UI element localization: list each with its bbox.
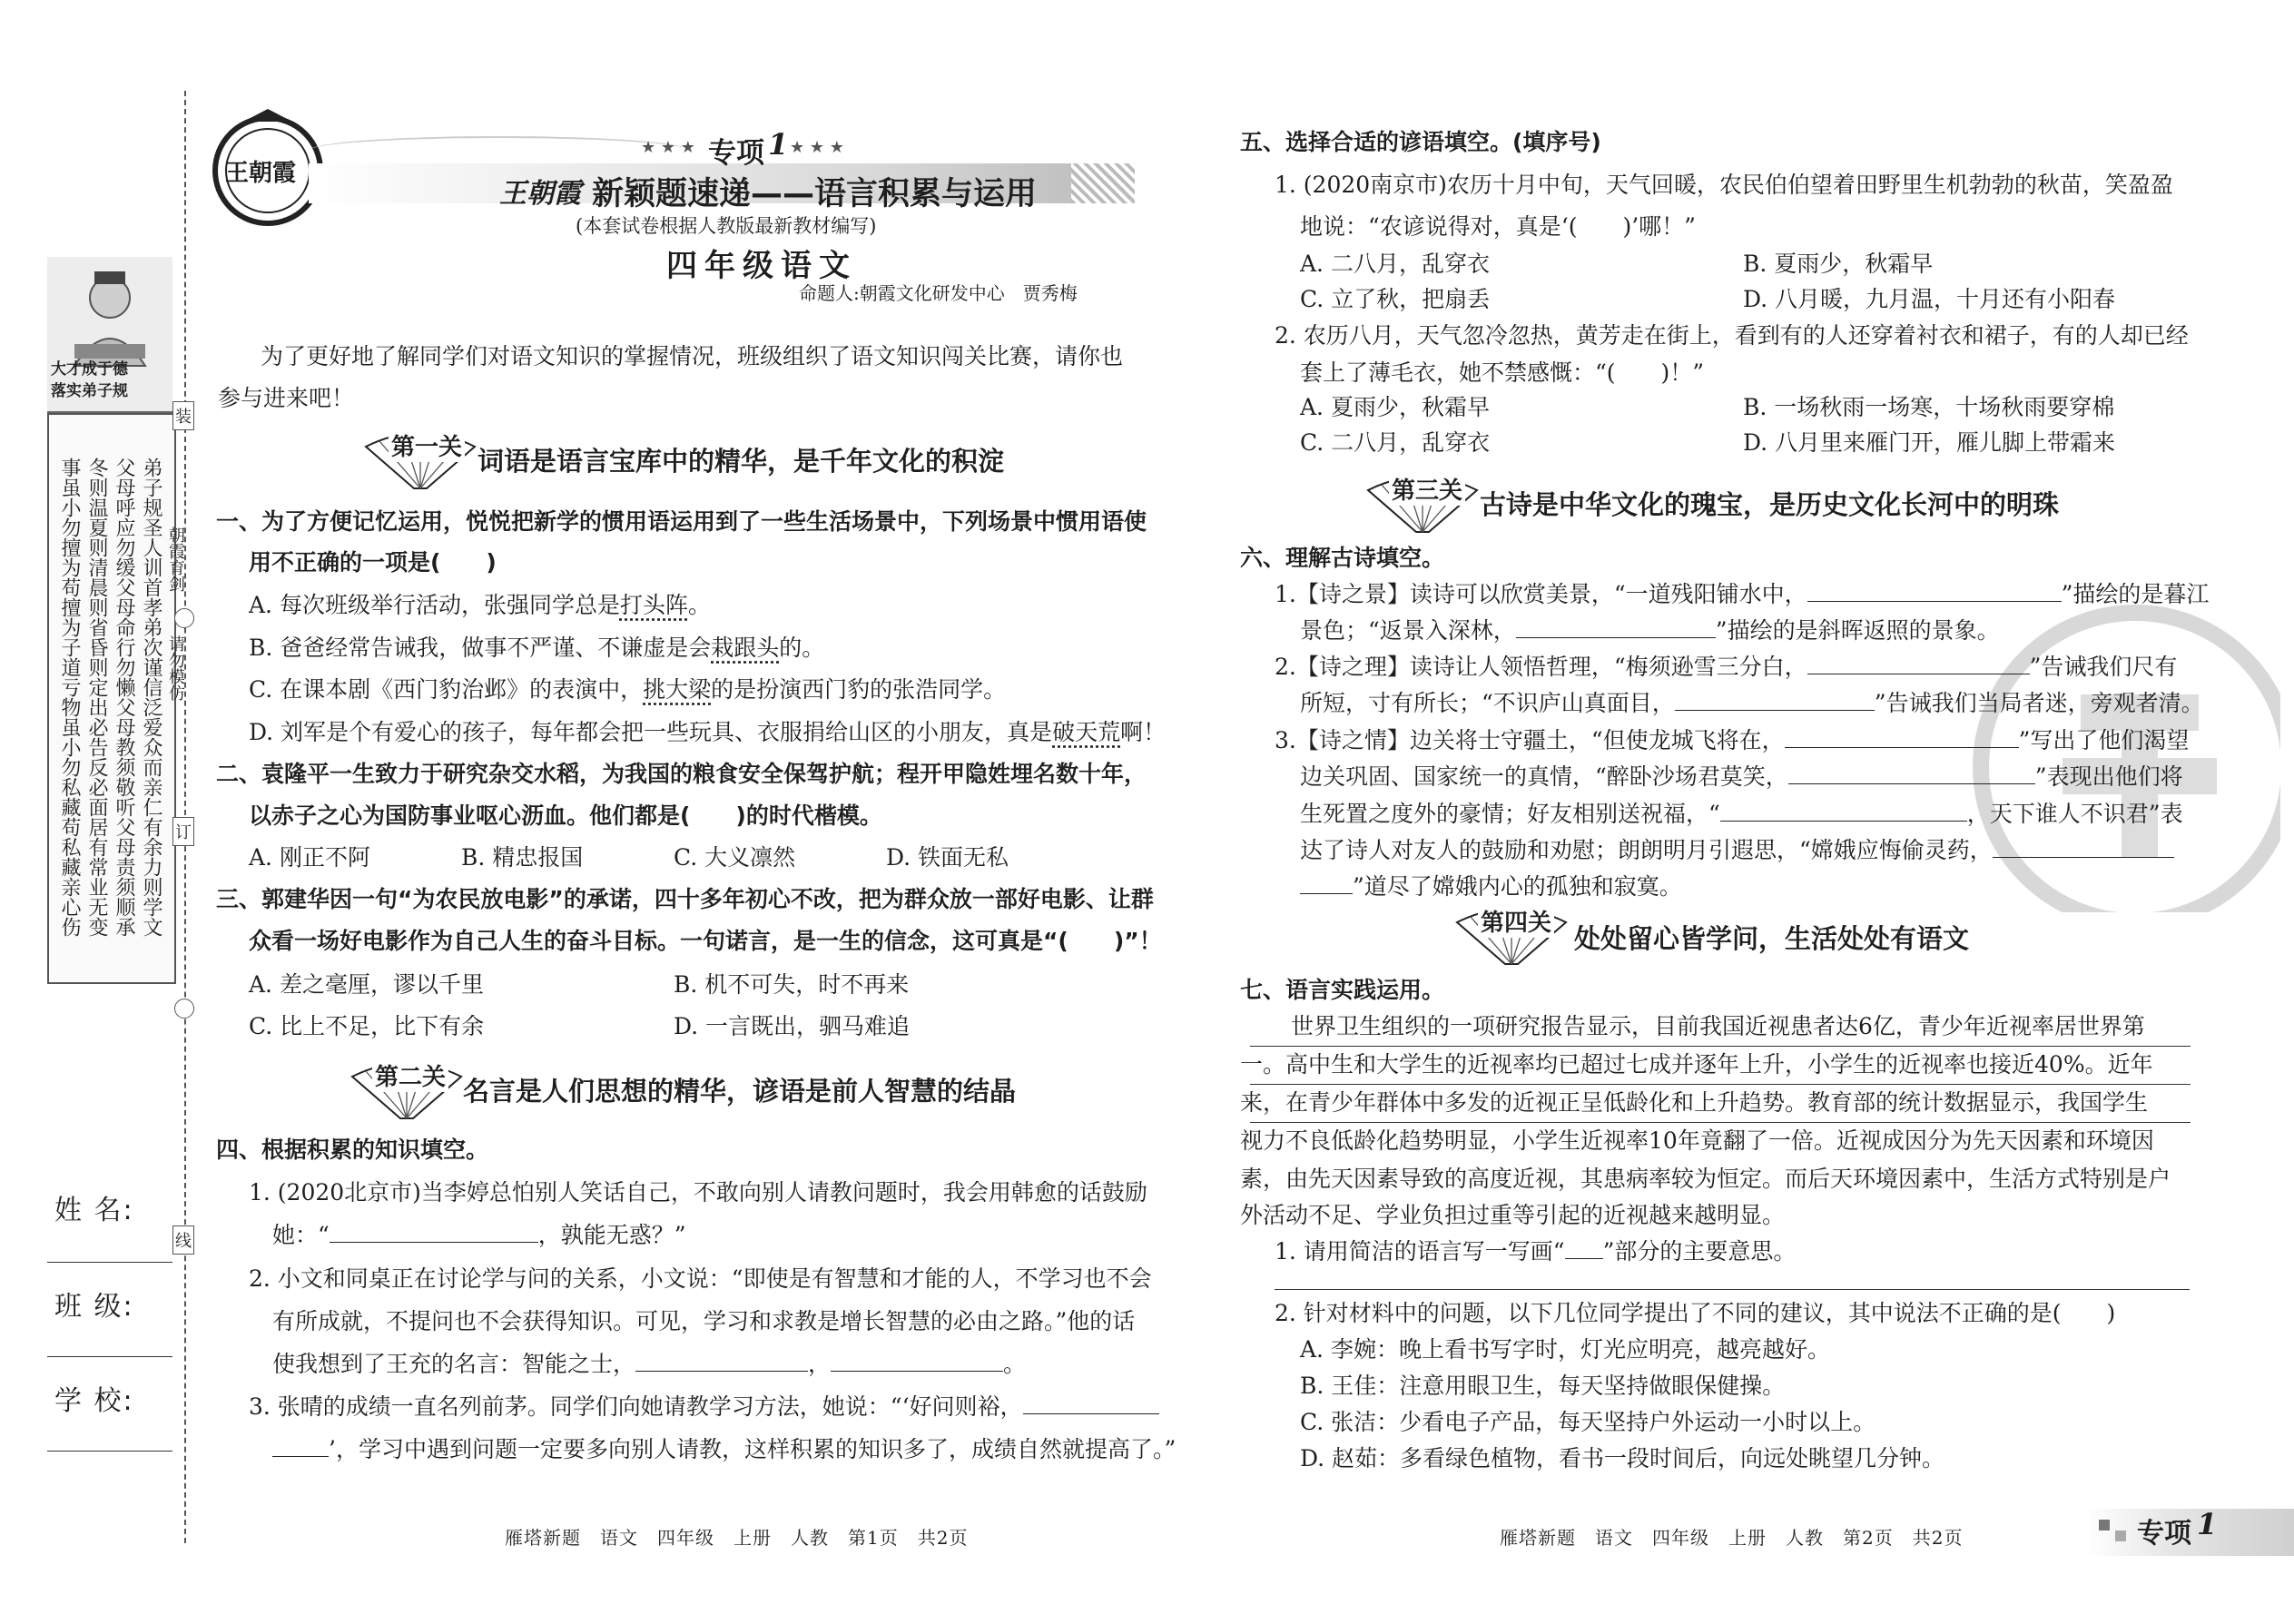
- option-d[interactable]: D. 八月暖，九月温，十月还有小阳春: [1743, 286, 2116, 312]
- option-a[interactable]: A. 差之毫厘，谬以千里: [249, 971, 484, 998]
- fill-blank[interactable]: [272, 1456, 329, 1457]
- option-d[interactable]: D. 赵茹：多看绿色植物，看书一段时间后，向远处眺望几分钟。: [1300, 1445, 1945, 1471]
- option-c[interactable]: C. 在课本剧《西门豹治邺》的表演中，挑大梁的是扮演西门豹的张浩同学。: [249, 676, 1007, 703]
- question-line: 套上了薄毛衣，她不禁感慨：“( )！”: [1300, 359, 1705, 386]
- slogan-2: 落实弟子规: [51, 382, 128, 400]
- special-number: 1: [768, 127, 789, 162]
- question-line: 地说：“农谚说得对，真是‘( )’哪！”: [1300, 213, 1696, 240]
- special-label: 专项: [708, 137, 764, 170]
- checkpoint-title: 名言是人们思想的精华，谚语是前人智慧的结晶: [463, 1076, 1017, 1107]
- option-a[interactable]: A. 二八月，乱穿衣: [1300, 251, 1490, 277]
- stars-left: ★ ★ ★: [641, 138, 695, 157]
- passage-line: 素，由先天因素导致的高度近视，其患病率较为恒定。而后天环境因素中，生活方式特别是户: [1240, 1166, 2171, 1192]
- question-line: 1. (2020北京市)当李婷总怕别人笑话自己，不敢向别人请教问题时，我会用韩愈的话鼓励: [249, 1179, 1147, 1206]
- option-c[interactable]: C. 立了秋，把扇丢: [1300, 286, 1491, 312]
- fill-blank[interactable]: [1993, 857, 2174, 858]
- answer-line: 达了诗人对友人的鼓励和劝慰；朗朗明月引遐思，“嫦娥应悔偷灵药，: [1300, 833, 2174, 868]
- edition-note: (本套试卷根据人教版最新教材编写): [576, 215, 877, 237]
- fill-blank[interactable]: [1720, 821, 1967, 822]
- question-line: 2. 农历八月，天气忽冷忽热，黄芳走在街上，看到有的人还穿着衬衣和裙子，有的人却已经: [1275, 322, 2189, 349]
- fill-blank[interactable]: [1023, 1413, 1159, 1414]
- option-b[interactable]: B. 王佳：注意用眼卫生，每天坚持做眼保健操。: [1300, 1373, 1786, 1399]
- punch-hole-icon: [174, 999, 194, 1019]
- checkpoint-label: 第三关: [1389, 472, 1465, 506]
- intro-line: 参与进来吧！: [218, 385, 355, 411]
- option-c[interactable]: C. 张洁：少看电子产品，每天坚持户外运动一小时以上。: [1300, 1409, 1876, 1435]
- answer-line[interactable]: [1275, 1289, 2190, 1290]
- question-stem: 六、理解古诗填空。: [1240, 545, 1445, 571]
- fill-blank[interactable]: [1788, 783, 2035, 784]
- slogan-1: 大才成于德: [51, 360, 128, 379]
- option-b[interactable]: B. 爸爸经常告诫我，做事不严谨、不谦虚是会栽跟头的。: [249, 635, 825, 661]
- option-b[interactable]: B. 夏雨少，秋霜早: [1743, 251, 1934, 277]
- answer-line: 1.【诗之景】读诗可以欣赏美景，“一道残阳铺水中， ”描绘的是暮江: [1275, 581, 2210, 607]
- fill-blank[interactable]: [1675, 710, 1875, 711]
- answer-line: 3.【诗之情】边关将士守疆土，“但使龙城飞将在， ”写出了他们渴望: [1275, 727, 2190, 753]
- motto-column: 弟子规圣人训首孝弟次谨信泛爱众而亲仁有余力则学文: [140, 458, 162, 937]
- question-line: 1. (2020南京市)农历十月中旬，天气回暖，农民伯伯望着田野里生机勃勃的秋苗，笑盈盈: [1275, 172, 2173, 198]
- checkpoint-title: 古诗是中华文化的瑰宝，是历史文化长河中的明珠: [1480, 489, 2060, 520]
- passage-line: 视力不良低龄化趋势明显，小学生近视率10年竟翻了一倍。近视成因分为先天因素和环境因: [1240, 1127, 2154, 1154]
- question-stem: 三、郭建华因一句“为农民放电影”的承诺，四十多年初心不改，把为群众放一部好电影、让群: [216, 886, 1154, 912]
- side-note: 朝霞育剑: [166, 527, 185, 592]
- question-stem: 七、语言实践运用。: [1240, 977, 1445, 1003]
- page-title: 新颖题速递——语言积累与运用: [592, 176, 1038, 212]
- question-line: 1. 请用简洁的语言写一写画“ ”部分的主要意思。: [1275, 1238, 1797, 1265]
- footer-left: 雁塔新题 语文 四年级 上册 人教 第1页 共2页: [505, 1527, 969, 1549]
- punch-hole-icon: [174, 608, 194, 628]
- option-c[interactable]: C. 大义凛然: [674, 844, 796, 871]
- title-band-pattern: [1071, 163, 1135, 203]
- passage-underline: [1250, 1122, 2191, 1123]
- passage-line: 世界卫生组织的一项研究报告显示，目前我国近视患者达6亿，青少年近视率居世界第: [1291, 1013, 2145, 1039]
- class-field[interactable]: [47, 1356, 172, 1357]
- question-stem: 五、选择合适的谚语填空。(填序号): [1240, 129, 1601, 155]
- fill-blank[interactable]: [1785, 747, 2019, 748]
- brand-script: 王朝霞: [499, 178, 581, 210]
- option-a[interactable]: A. 刚正不阿: [249, 844, 370, 871]
- option-b[interactable]: B. 精忠报国: [461, 844, 584, 871]
- tag-square-icon: [2115, 1530, 2126, 1541]
- answer-line: 生死置之度外的豪情；好友相别送祝福，“ ，天下谁人不识君”表: [1300, 801, 2183, 827]
- answer-line: ’，学习中遇到问题一定要多向别人请教，这样积累的知识多了，成绩自然就提高了。”: [272, 1432, 1176, 1467]
- author-line: 命题人:朝霞文化研发中心 贾秀梅: [799, 282, 1078, 304]
- passage-line: 来，在青少年群体中多发的近视正呈低龄化和上升趋势。教育部的统计数据显示，我国学生: [1240, 1089, 2149, 1116]
- question-stem: 以赤子之心为国防事业呕心沥血。他们都是( )的时代楷模。: [249, 802, 882, 829]
- ribbon: [309, 136, 690, 165]
- option-b[interactable]: B. 机不可失，时不再来: [674, 971, 910, 998]
- answer-line: 使我想到了王充的名言：智能之士， ， 。: [272, 1351, 1027, 1377]
- logo-text: 王朝霞: [225, 160, 297, 187]
- answer-line: 她：“ ，孰能无惑？”: [272, 1222, 686, 1248]
- answer-line: 3. 张晴的成绩一直名列前茅。同学们向她请教学习方法，她说：“‘好问则裕，: [249, 1390, 1159, 1424]
- motto-column: 冬则温夏则清晨则省昏则定出必告反必面居有常业无变: [85, 458, 108, 937]
- checkpoint-title: 词语是语言宝库中的精华，是千年文化的积淀: [478, 446, 1005, 477]
- question-stem: 众看一场好电影作为自己人生的奋斗目标。一句诺言，是一生的信念，这可真是“( )”！: [249, 928, 1162, 954]
- checkpoint-label: 第四关: [1478, 904, 1554, 938]
- option-a[interactable]: A. 李婉：晚上看书写字时，灯光应明亮，越亮越好。: [1300, 1336, 1830, 1363]
- option-d[interactable]: D. 一言既出，驷马难追: [674, 1013, 911, 1039]
- cut-mark: 线: [172, 1225, 194, 1255]
- checkpoint-label: 第一关: [389, 428, 465, 462]
- cut-mark: 装: [172, 401, 194, 430]
- option-c[interactable]: C. 二八月，乱穿衣: [1300, 429, 1491, 456]
- special-tag-number: 1: [2197, 1507, 2218, 1541]
- passage-line: 一。高中生和大学生的近视率均已超过七成并逐年上升，小学生的近视率也接近40%。近年: [1240, 1051, 2153, 1078]
- option-b[interactable]: B. 一场秋雨一场寒，十场秋雨要穿棉: [1743, 394, 2115, 420]
- tag-square-icon: [2099, 1520, 2110, 1530]
- option-c[interactable]: C. 比上不足，比下有余: [249, 1013, 485, 1039]
- fill-blank[interactable]: [1516, 637, 1716, 638]
- name-field[interactable]: [47, 1262, 172, 1263]
- question-stem: 二、袁隆平一生致力于研究杂交水稻，为我国的粮食安全保驾护航；程开甲隐姓埋名数十年，: [216, 761, 1147, 787]
- answer-line: ”道尽了嫦娥内心的孤独和寂寞。: [1300, 870, 1682, 904]
- class-label: 班 级:: [54, 1291, 134, 1323]
- motto-box: [47, 413, 176, 984]
- cut-mark: 订: [172, 817, 194, 846]
- checkpoint-label: 第二关: [372, 1058, 448, 1092]
- intro-line: 为了更好地了解同学们对语文知识的掌握情况，班级组织了语文知识闯关比赛，请你也: [261, 343, 1124, 369]
- fill-blank[interactable]: [1300, 893, 1353, 894]
- school-label: 学 校:: [54, 1385, 134, 1417]
- passage-underline: [1250, 1084, 2191, 1085]
- motto-column: 事虽小勿擅为苟擅为子道亏物虽小勿私藏苟私藏亲心伤: [58, 458, 81, 937]
- question-stem: 用不正确的一项是( ): [249, 549, 497, 576]
- school-field[interactable]: [47, 1451, 172, 1452]
- option-a[interactable]: A. 每次班级举行活动，张强同学总是打头阵。: [249, 592, 711, 618]
- question-stem: 四、根据积累的知识填空。: [216, 1137, 489, 1163]
- fill-blank[interactable]: [635, 1371, 808, 1372]
- question-line: 有所成就，不提问也不会获得知识。可见，学习和求教是增长智慧的必由之路。”他的话: [272, 1308, 1136, 1334]
- footer-right: 雁塔新题 语文 四年级 上册 人教 第2页 共2页: [1500, 1527, 1964, 1549]
- option-d[interactable]: D. 铁面无私: [886, 844, 1009, 871]
- answer-line: 所短，寸有所长；“不识庐山真面目， ”告诫我们当局者迷，旁观者清。: [1300, 690, 2204, 716]
- question-line: 2. 针对材料中的问题，以下几位同学提出了不同的建议，其中说法不正确的是( ): [1275, 1300, 2116, 1326]
- motto-column: 父母呼应勿缓父母命行勿懒父母教须敬听父母责须顺承: [113, 458, 135, 937]
- answer-line: 2.【诗之理】读诗让人领悟哲理，“梅须逊雪三分白， ”告诫我们尺有: [1275, 654, 2178, 680]
- fill-blank[interactable]: [831, 1371, 1003, 1372]
- checkpoint-title: 处处留心皆学问，生活处处有语文: [1574, 923, 1970, 954]
- option-d[interactable]: D. 八月里来雁门开，雁儿脚上带霜来: [1743, 429, 2116, 456]
- answer-line: 景色；“返景入深林， ”描绘的是斜晖返照的景象。: [1300, 617, 2000, 644]
- fill-blank[interactable]: [330, 1242, 538, 1243]
- passage-line: 外活动不足、学业负担过重等引起的近视越来越明显。: [1240, 1202, 1786, 1228]
- question-stem: 一、为了方便记忆运用，悦悦把新学的惯用语运用到了一些生活场景中，下列场景中惯用语使: [216, 508, 1147, 535]
- option-a[interactable]: A. 夏雨少，秋霜早: [1300, 394, 1490, 420]
- side-note: 请勿模仿: [166, 635, 185, 701]
- passage-underline: [1250, 1046, 2191, 1047]
- answer-line: 边关巩固、国家统一的真情，“醉卧沙场君莫笑， ”表现出他们将: [1300, 763, 2183, 790]
- option-d[interactable]: D. 刘军是个有爱心的孩子，每年都会把一些玩具、衣服捐给山区的小朋友，真是破天荒啊！: [249, 719, 1167, 745]
- question-line: 2. 小文和同桌正在讨论学与问的关系，小文说：“即使是有智慧和才能的人，不学习也不会: [249, 1265, 1152, 1292]
- special-tag: 专项: [2137, 1518, 2191, 1550]
- name-label: 姓 名:: [54, 1195, 134, 1226]
- stars-right: ★ ★ ★: [790, 138, 844, 157]
- fill-blank[interactable]: [1807, 601, 2062, 602]
- subject-title: 四年级语文: [666, 248, 857, 284]
